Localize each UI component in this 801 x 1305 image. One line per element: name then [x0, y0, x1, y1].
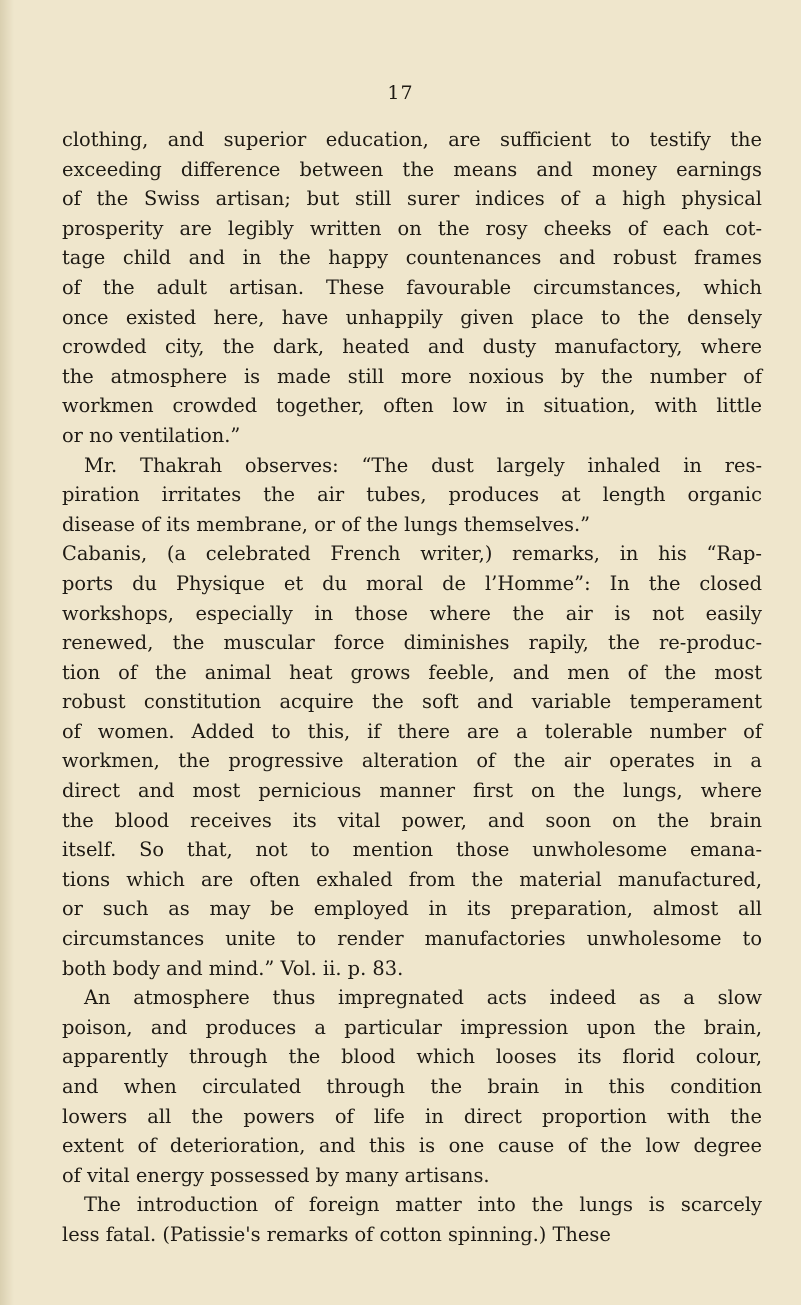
- text-line: piration irritates the air tubes, produces at length organic: [62, 483, 762, 507]
- text-line: of women. Added to this, if there are a tolerable number of: [62, 719, 762, 743]
- text-line: ports du Physique et du moral de l’Homme”: In the closed: [62, 571, 762, 595]
- page-number: 17: [387, 82, 414, 104]
- text-line: circumstances unite to render manufactories unwholesome to: [62, 927, 762, 951]
- text-line: workshops, especially in those where the air is not easily: [62, 601, 762, 625]
- text-line: once existed here, have unhappily given place to the densely: [62, 305, 762, 329]
- text-line: direct and most pernicious manner first on the lungs, where: [62, 779, 762, 803]
- text-line: tions which are often exhaled from the material manufactured,: [62, 867, 762, 891]
- text-line: clothing, and superior education, are sufficient to testify the: [62, 128, 762, 151]
- text-line: extent of deterioration, and this is one cause of the low degree: [62, 1134, 762, 1158]
- text-line: lowers all the powers of life in direct proportion with the: [62, 1104, 762, 1128]
- text-line: less fatal. (Patissie's remarks of cotton spinning.) These: [62, 1222, 611, 1246]
- text-line: of vital energy possessed by many artisans.: [62, 1163, 490, 1187]
- text-line: disease of its membrane, or of the lungs themselves.”: [62, 512, 591, 536]
- text-line: An atmosphere thus impregnated acts indeed as a slow: [84, 986, 762, 1010]
- text-line: and when circulated through the brain in this condition: [62, 1075, 762, 1098]
- text-line: tage child and in the happy countenances and robust frames: [62, 246, 762, 270]
- text-line: robust constitution acquire the soft and variable temperament: [62, 690, 762, 714]
- text-line: apparently through the blood which looses its florid colour,: [62, 1045, 762, 1069]
- page-edge: [0, 0, 14, 1305]
- text-line: itself. So that, not to mention those unwholesome emana-: [62, 838, 762, 862]
- text-line: crowded city, the dark, heated and dusty manufactory, where: [62, 335, 762, 359]
- text-line: of the adult artisan. These favourable circumstances, which: [62, 275, 762, 299]
- text-line: workmen, the progressive alteration of the air operates in a: [62, 749, 762, 773]
- text-line: exceeding difference between the means and money earnings: [62, 157, 762, 181]
- text-line: The introduction of foreign matter into the lungs is scarcely: [84, 1193, 762, 1217]
- body-text: [62, 125, 762, 1250]
- text-line: or such as may be employed in its preparation, almost all: [62, 897, 762, 921]
- text-line: renewed, the muscular force diminishes rapily, the re-produc-: [62, 631, 762, 655]
- text-line: poison, and produces a particular impression upon the brain,: [62, 1015, 762, 1039]
- text-line: the atmosphere is made still more noxious by the number of: [62, 364, 762, 388]
- text-line: the blood receives its vital power, and soon on the brain: [62, 808, 762, 832]
- text-line: tion of the animal heat grows feeble, and men of the most: [62, 660, 762, 684]
- text-line: Mr. Thakrah observes: “The dust largely inhaled in res-: [84, 453, 762, 477]
- text-line: prosperity are legibly written on the rosy cheeks of each cot-: [62, 216, 762, 240]
- text-line: of the Swiss artisan; but still surer indices of a high physical: [62, 187, 762, 211]
- text-line: or no ventilation.”: [62, 423, 241, 447]
- text-line: workmen crowded together, often low in situation, with little: [62, 394, 762, 418]
- text-line: Cabanis, (a celebrated French writer,) remarks, in his “Rap-: [62, 542, 762, 566]
- text-line: both body and mind.” Vol. ii. p. 83.: [62, 956, 404, 980]
